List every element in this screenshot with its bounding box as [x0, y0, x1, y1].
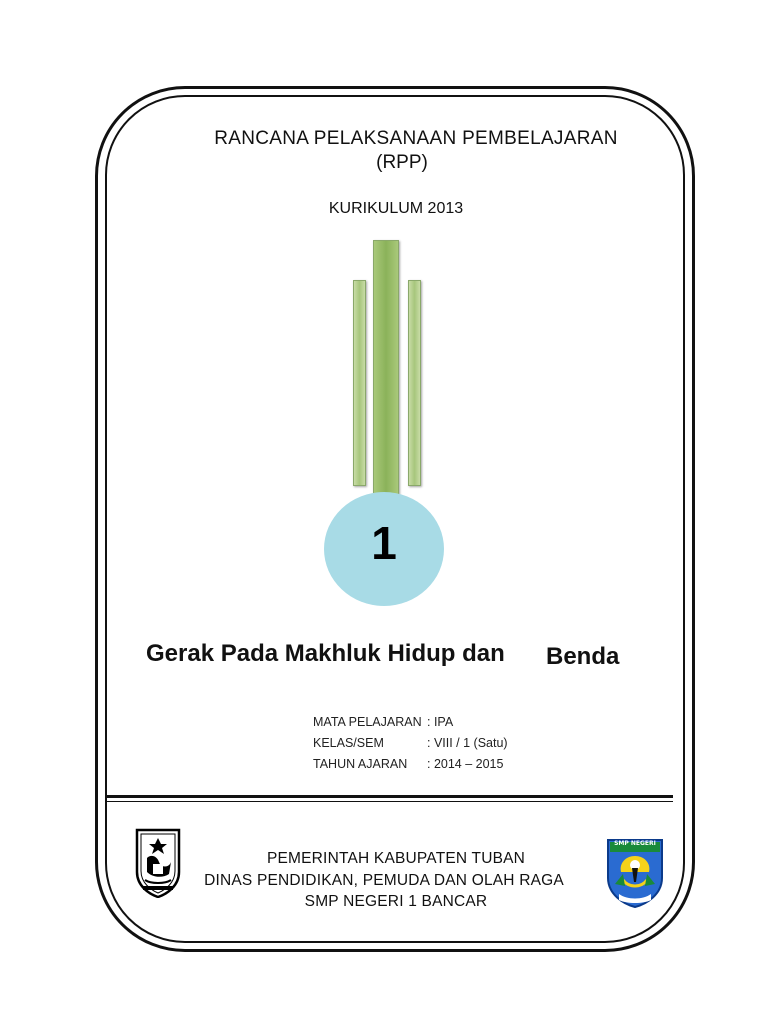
footer-school: SMP NEGERI 1 BANCAR: [304, 893, 488, 910]
decorative-bar-left: [353, 280, 366, 486]
info-label: MATA PELAJARAN: [313, 715, 422, 729]
info-label: KELAS/SEM: [313, 736, 384, 750]
decorative-bar-right: [408, 280, 421, 486]
footer-department: DINAS PENDIDIKAN, PEMUDA DAN OLAH RAGA: [204, 872, 564, 889]
footer-government: PEMERINTAH KABUPATEN TUBAN: [266, 850, 526, 867]
curriculum-label: KURIKULUM 2013: [328, 200, 464, 217]
divider-thin: [106, 801, 673, 802]
chapter-title-part1: Gerak Pada Makhluk Hidup dan: [146, 640, 505, 667]
chapter-title-part2: Benda: [546, 643, 620, 670]
info-value: : IPA: [427, 715, 454, 729]
school-emblem-banner-text: SMP NEGERI: [614, 840, 656, 847]
info-label: TAHUN AJARAN: [313, 757, 408, 771]
info-value: : VIII / 1 (Satu): [427, 736, 508, 750]
divider-thick: [106, 795, 673, 798]
document-title: RANCANA PELAKSANAAN PEMBELAJARAN: [214, 128, 618, 149]
decorative-bar-center: [373, 240, 399, 496]
document-title-abbrev: (RPP): [376, 152, 428, 173]
info-value: : 2014 – 2015: [427, 757, 504, 771]
chapter-number: 1: [371, 517, 397, 569]
